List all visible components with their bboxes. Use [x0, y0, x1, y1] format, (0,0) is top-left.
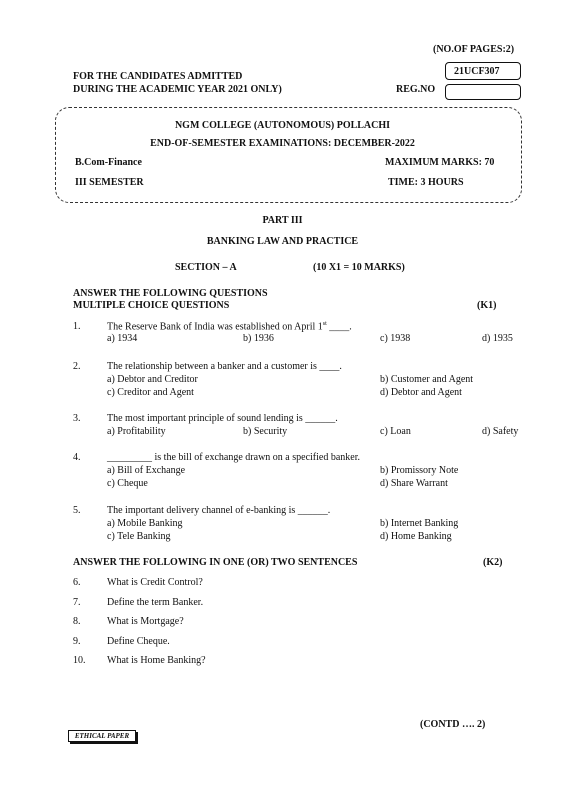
question-number: 3. — [73, 413, 81, 424]
candidates-line-2: DURING THE ACADEMIC YEAR 2021 ONLY) — [73, 84, 282, 95]
subject-title: BANKING LAW AND PRACTICE — [206, 236, 359, 247]
question-text: The relationship between a banker and a customer is ____. — [107, 361, 342, 372]
exam-name: END-OF-SEMESTER EXAMINATIONS: DECEMBER-2022 — [150, 138, 415, 149]
short-answer-heading: ANSWER THE FOLLOWING IN ONE (OR) TWO SENTENCES — [73, 557, 358, 568]
option-a: a) Profitability — [107, 426, 166, 437]
question-text: The important delivery channel of e-banking is ______. — [107, 505, 331, 516]
question-text: _________ is the bill of exchange drawn on a specified banker. — [107, 452, 360, 463]
option-a: a) 1934 — [107, 333, 138, 344]
option-b: b) Internet Banking — [380, 518, 459, 529]
option-a: a) Bill of Exchange — [107, 465, 186, 476]
option-b: b) Security — [243, 426, 288, 437]
max-marks: MAXIMUM MARKS: 70 — [385, 157, 495, 168]
reg-no-label: REG.NO — [396, 84, 436, 95]
option-d: d) 1935 — [482, 333, 513, 344]
option-b: b) Promissory Note — [380, 465, 459, 476]
option-d: d) Share Warrant — [380, 478, 448, 489]
question-number: 7. — [73, 597, 81, 608]
option-c: c) Creditor and Agent — [107, 387, 194, 398]
semester: III SEMESTER — [75, 177, 144, 188]
page-count: (NO.OF PAGES:2) — [433, 44, 515, 55]
question-number: 10. — [73, 655, 86, 666]
candidates-line-1: FOR THE CANDIDATES ADMITTED — [73, 71, 243, 82]
college-name: NGM COLLEGE (AUTONOMOUS) POLLACHI — [174, 120, 391, 131]
option-d: d) Home Banking — [380, 531, 452, 542]
section-marks: (10 X1 = 10 MARKS) — [313, 262, 405, 273]
option-b: b) 1936 — [243, 333, 274, 344]
question-text: What is Credit Control? — [107, 577, 203, 588]
reg-no-field[interactable] — [445, 84, 521, 100]
question-number: 1. — [73, 321, 81, 332]
question-text: The Reserve Bank of India was established on April 1st ____. — [107, 321, 352, 333]
question-number: 5. — [73, 505, 81, 516]
option-c: c) 1938 — [380, 333, 411, 344]
mcq-heading-2: MULTIPLE CHOICE QUESTIONS — [73, 300, 230, 311]
question-number: 4. — [73, 452, 81, 463]
option-c: c) Loan — [380, 426, 411, 437]
mcq-heading-1: ANSWER THE FOLLOWING QUESTIONS — [73, 288, 268, 299]
question-number: 6. — [73, 577, 81, 588]
option-a: a) Mobile Banking — [107, 518, 183, 529]
question-number: 9. — [73, 636, 81, 647]
question-text: Define the term Banker. — [107, 597, 204, 608]
option-d: d) Safety — [482, 426, 519, 437]
short-answer-level: (K2) — [483, 557, 503, 568]
continued-note: (CONTD …. 2) — [420, 719, 486, 730]
exam-time: TIME: 3 HOURS — [388, 177, 464, 188]
question-number: 2. — [73, 361, 81, 372]
question-number: 8. — [73, 616, 81, 627]
course-code-box — [445, 62, 521, 80]
option-d: d) Debtor and Agent — [380, 387, 462, 398]
question-text: Define Cheque. — [107, 636, 170, 647]
option-a: a) Debtor and Creditor — [107, 374, 198, 385]
question-text: What is Home Banking? — [107, 655, 206, 666]
option-c: c) Cheque — [107, 478, 148, 489]
course-code: 21UCF307 — [454, 66, 500, 77]
question-text: What is Mortgage? — [107, 616, 184, 627]
question-text: The most important principle of sound lending is ______. — [107, 413, 338, 424]
option-c: c) Tele Banking — [107, 531, 171, 542]
ethical-paper-stamp: ETHICAL PAPER — [68, 730, 136, 742]
programme: B.Com-Finance — [75, 157, 142, 168]
section-title: SECTION – A — [175, 262, 237, 273]
mcq-level: (K1) — [477, 300, 497, 311]
part-title: PART III — [262, 215, 303, 226]
option-b: b) Customer and Agent — [380, 374, 474, 385]
